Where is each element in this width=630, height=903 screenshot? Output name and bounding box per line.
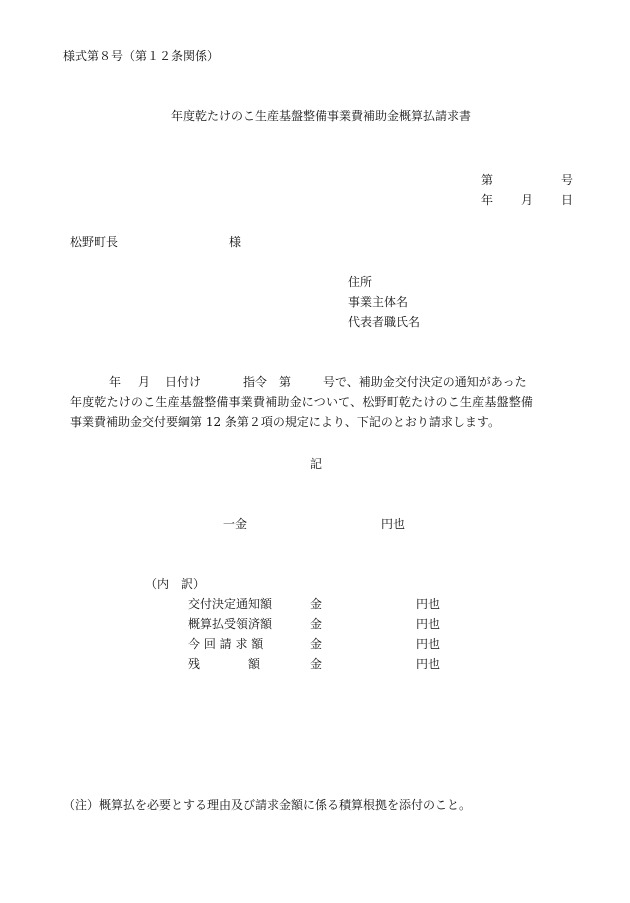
breakdown-row-yen: 円也: [416, 657, 441, 671]
body-directive: 指令 第: [243, 375, 292, 389]
breakdown-row-kin: 金: [310, 617, 323, 631]
breakdown-header: （内 訳）: [145, 577, 206, 591]
doc-number-prefix: 第: [481, 173, 494, 187]
date-day: 日: [561, 193, 574, 207]
breakdown-row-label: 今 回 請 求 額: [188, 637, 264, 651]
body-day: 日付け: [165, 375, 202, 389]
breakdown-row-kin: 金: [310, 597, 323, 611]
ki-heading: 記: [310, 457, 323, 471]
body-year: 年: [109, 375, 122, 389]
breakdown-row-yen: 円也: [416, 597, 441, 611]
total-prefix: 一金: [223, 517, 248, 531]
date-month: 月: [521, 193, 534, 207]
breakdown-row-kin: 金: [310, 637, 323, 651]
doc-number-suffix: 号: [561, 173, 574, 187]
addressee-suffix: 様: [229, 235, 242, 249]
total-suffix: 円也: [381, 517, 406, 531]
document-title: 年度乾たけのこ生産基盤整備事業費補助金概算払請求書: [171, 109, 472, 123]
breakdown-row-label: 概算払受領済額: [188, 617, 273, 631]
breakdown-row-label: 残 額: [188, 657, 261, 671]
form-number: 様式第８号（第１２条関係）: [63, 49, 220, 63]
body-month: 月: [138, 375, 151, 389]
breakdown-row-label: 交付決定通知額: [188, 597, 273, 611]
body-line1-rest: 号で、補助金交付決定の通知があった: [323, 375, 527, 389]
body-line3: 事業費補助金交付要綱第 12 条第２項の規定により、下記のとおり請求します。: [70, 415, 500, 429]
addressee-name: 松野町長: [70, 235, 119, 249]
representative-label: 代表者職氏名: [348, 315, 421, 329]
entity-label: 事業主体名: [348, 295, 409, 309]
breakdown-row-kin: 金: [310, 657, 323, 671]
breakdown-row-yen: 円也: [416, 637, 441, 651]
footnote: （注）概算払を必要とする理由及び請求金額に係る積算根拠を添付のこと。: [63, 798, 472, 812]
breakdown-row-yen: 円也: [416, 617, 441, 631]
address-label: 住所: [348, 275, 373, 289]
body-line2: 年度乾たけのこ生産基盤整備事業費補助金について、松野町乾たけのこ生産基盤整備: [70, 395, 534, 409]
date-year: 年: [481, 193, 494, 207]
